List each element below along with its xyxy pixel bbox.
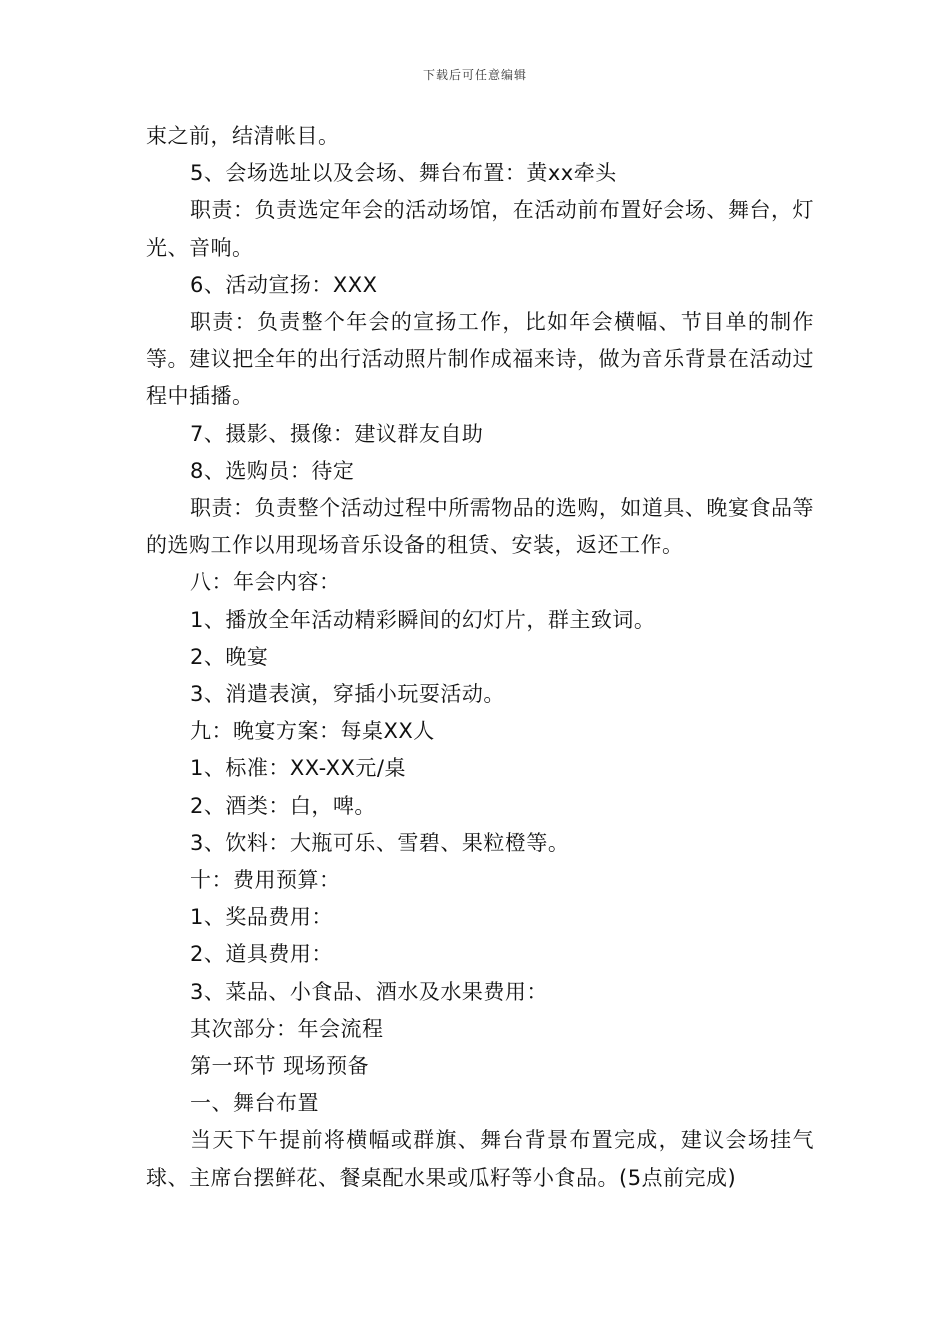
section-heading: 其次部分：年会流程 [190,1016,384,1041]
paragraph: 束之前，结清帐目。 [146,124,340,148]
document-body [146,118,814,1197]
paragraph: 一、舞台布置 [190,1091,319,1116]
paragraph: 2、酒类：白，啤。 [190,793,376,818]
section-heading: 十：费用预算： [190,868,341,893]
section-heading: 九：晚宴方案：每桌XX人 [190,719,435,744]
paragraph: 当天下午提前将横幅或群旗、舞台背景布置完成，建议会场挂气球、主席台摆鲜花、餐桌配水果或瓜籽等小食品。(5点前完成) [146,1128,814,1190]
paragraph: 1、播放全年活动精彩瞬间的幻灯片，群主致词。 [190,607,656,632]
paragraph: 3、菜品、小食品、酒水及水果费用： [190,979,548,1004]
paragraph: 1、标准：XX-XX元/桌 [190,756,406,781]
paragraph: 3、饮料：大瓶可乐、雪碧、果粒橙等。 [190,830,570,855]
paragraph: 职责：负责整个活动过程中所需物品的选购，如道具、晚宴食品等的选购工作以用现场音乐设备的租赁、安装，返还工作。 [146,496,814,558]
paragraph: 6、活动宣扬：XXX [190,272,378,297]
paragraph: 5、会场选址以及会场、舞台布置：黄xx牵头 [190,161,617,186]
paragraph: 7、摄影、摄像：建议群友自助 [190,421,484,446]
page-header-note: 下载后可任意编辑 [422,68,527,82]
paragraph: 1、奖品费用： [190,905,333,930]
paragraph: 职责：负责选定年会的活动场馆，在活动前布置好会场、舞台，灯光、音响。 [146,198,814,260]
paragraph: 职责：负责整个年会的宣扬工作，比如年会横幅、节目单的制作等。建议把全年的出行活动照片制作成福来诗，做为音乐背景在活动过程中插播。 [146,310,814,409]
paragraph: 2、道具费用： [190,942,333,967]
paragraph: 2、晚宴 [190,644,269,669]
section-heading: 八：年会内容： [190,570,341,595]
paragraph: 8、选购员：待定 [190,458,355,483]
subsection-heading: 第一环节 现场预备 [190,1054,370,1079]
paragraph: 3、消遣表演，穿插小玩耍活动。 [190,682,505,707]
